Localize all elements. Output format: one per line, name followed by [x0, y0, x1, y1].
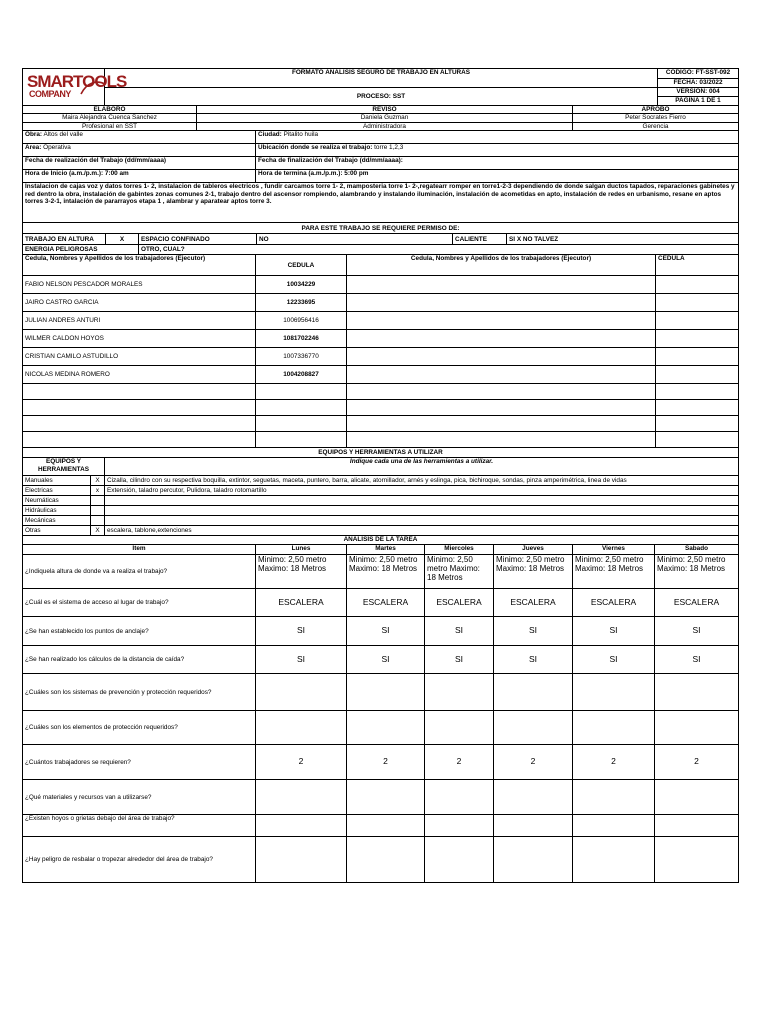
workers-col-cedula-2: CEDULA [656, 255, 739, 276]
tool-mark [91, 506, 105, 516]
fecha-inicio-field: Fecha de realización del Trabajo (dd/mm/aaaa) [23, 157, 256, 170]
elaboro-name: Maira Alejandra Cuenca Sanchez [23, 114, 197, 122]
analysis-col-day: Viernes [573, 545, 655, 555]
worker-name-2 [347, 294, 656, 312]
reviso-role: Administradora [197, 122, 573, 130]
worker-id [256, 432, 347, 448]
worker-row [23, 366, 739, 384]
worker-name: WILMER CALDON HOYOS [23, 330, 256, 348]
analysis-answer: ESCALERA [655, 589, 739, 617]
analysis-row [23, 837, 739, 883]
analysis-answer: 2 [425, 745, 494, 780]
analysis-col-day: Sabado [655, 545, 739, 555]
permits-heading: PARA ESTE TRABAJO SE REQUIERE PERMISO DE: [23, 223, 739, 234]
analysis-answer: Minimo: 2,50 metro Maximo: 18 Metros [256, 555, 347, 589]
worker-row [23, 312, 739, 330]
worker-row [23, 416, 739, 432]
worker-id: 1004208827 [256, 366, 347, 384]
analysis-answer: SI [347, 617, 425, 646]
analysis-answer [425, 711, 494, 745]
analysis-answer: SI [655, 646, 739, 674]
worker-id-2 [656, 330, 739, 348]
analysis-answer [655, 780, 739, 815]
analysis-row [23, 555, 739, 589]
worker-id [256, 400, 347, 416]
analysis-question: ¿Qué materiales y recursos van a utilizarse? [23, 780, 256, 815]
analysis-answer [425, 780, 494, 815]
worker-id: 12233695 [256, 294, 347, 312]
tool-type: Neumáticas [23, 496, 91, 506]
tools-table [22, 447, 739, 536]
analysis-answer: SI [425, 617, 494, 646]
analysis-answer: SI [256, 617, 347, 646]
analysis-heading: ANALISIS DE LA TAREA [23, 536, 739, 545]
tool-type: Electricas [23, 486, 91, 496]
worker-name [23, 432, 256, 448]
analysis-answer [347, 780, 425, 815]
tool-mark: X [91, 476, 105, 486]
analysis-answer: ESCALERA [256, 589, 347, 617]
analysis-row [23, 815, 739, 837]
worker-id-2 [656, 276, 739, 294]
tool-mark [91, 496, 105, 506]
tool-description [105, 516, 739, 526]
tool-type: Mecánicas [23, 516, 91, 526]
job-info-table [22, 130, 739, 223]
worker-row [23, 348, 739, 366]
analysis-answer: Minimo: 2,50 metro Maximo: 18 Metros [655, 555, 739, 589]
tool-mark [91, 516, 105, 526]
analysis-answer [494, 837, 573, 883]
analysis-col-day: Miercoles [425, 545, 494, 555]
worker-row [23, 400, 739, 416]
header-table [22, 68, 739, 106]
process-label: PROCESO: SST [105, 88, 658, 106]
analysis-answer: SI [655, 617, 739, 646]
permit-confinado-label: ESPACIO CONFINADO [139, 234, 257, 245]
analysis-answer: SI [494, 646, 573, 674]
form-version: VERSION: 004 [658, 88, 739, 97]
form-title: FORMATO ANALISIS SEGURO DE TRABAJO EN ALTURAS [105, 69, 658, 88]
tool-type: Otras [23, 526, 91, 536]
worker-name-2 [347, 330, 656, 348]
worker-name-2 [347, 348, 656, 366]
workers-col-names: Cedula, Nombres y Apellidos de los trabajadores (Ejecutor) [23, 255, 256, 276]
analysis-answer: 2 [347, 745, 425, 780]
tool-mark: x [91, 486, 105, 496]
analysis-col-item: Item [23, 545, 256, 555]
analysis-answer [425, 815, 494, 837]
analysis-question: ¿Cuántos trabajadores se requieren? [23, 745, 256, 780]
analysis-answer: Minimo: 2,50 metro Maximo: 18 Metros [494, 555, 573, 589]
form-date: FECHA: 03/2022 [658, 79, 739, 88]
hora-fin-field: Hora de termina (a.m./p.m.): 5:00 pm [256, 170, 739, 183]
analysis-answer [425, 674, 494, 711]
tool-row [23, 506, 739, 516]
analysis-answer [256, 780, 347, 815]
workers-col-cedula: CEDULA [256, 255, 347, 276]
aprobo-label: APROBO [573, 106, 739, 114]
tool-description: Extensión, taladro percutor, Pulidora, taladro rotomartillo [105, 486, 739, 496]
worker-name: FABIO NELSON PESCADOR MORALES [23, 276, 256, 294]
worker-name-2 [347, 312, 656, 330]
analysis-answer: ESCALERA [347, 589, 425, 617]
workers-col-names-2: Cedula, Nombres y Apellidos de los trabajadores (Ejecutor) [347, 255, 656, 276]
analysis-answer: SI [347, 646, 425, 674]
analysis-row [23, 674, 739, 711]
worker-name-2 [347, 276, 656, 294]
worker-id-2 [656, 432, 739, 448]
analysis-answer [573, 837, 655, 883]
worker-name-2 [347, 432, 656, 448]
analysis-answer [256, 711, 347, 745]
worker-name: JAIRO CASTRO GARCIA [23, 294, 256, 312]
tool-row [23, 516, 739, 526]
analysis-answer [256, 837, 347, 883]
worker-id [256, 416, 347, 432]
analysis-answer [494, 711, 573, 745]
permit-caliente-value: SI X NO TALVEZ [507, 234, 739, 245]
analysis-answer [655, 837, 739, 883]
worker-id: 1081702246 [256, 330, 347, 348]
analysis-answer [494, 780, 573, 815]
reviso-label: REVISO [197, 106, 573, 114]
worker-name-2 [347, 366, 656, 384]
analysis-answer [573, 711, 655, 745]
hora-inicio-field: Hora de Inicio (a.m./p.m.): 7:00 am [23, 170, 256, 183]
analysis-answer: 2 [256, 745, 347, 780]
ubicacion-field: Ubicación donde se realiza el trabajo: torre 1,2,3 [256, 144, 739, 157]
worker-id-2 [656, 294, 739, 312]
tools-col-label: EQUIPOS Y HERRAMIENTAS [23, 458, 105, 476]
analysis-question: ¿Hay peligro de resbalar o tropezar alrededor del área de trabajo? [23, 837, 256, 883]
analysis-answer: SI [256, 646, 347, 674]
analysis-answer: 2 [573, 745, 655, 780]
analysis-answer: 2 [655, 745, 739, 780]
analysis-answer [256, 674, 347, 711]
analysis-answer: Minimo: 2,50 metro Maximo: 18 Metros [573, 555, 655, 589]
permit-caliente-label: CALIENTE [453, 234, 507, 245]
area-field: Area: Operativa [23, 144, 256, 157]
aprobo-name: Peter Socrates Fierro [573, 114, 739, 122]
worker-id-2 [656, 384, 739, 400]
analysis-answer [655, 815, 739, 837]
worker-id-2 [656, 312, 739, 330]
analysis-question: ¿Cuáles son los elementos de protección requeridos? [23, 711, 256, 745]
analysis-answer [256, 815, 347, 837]
analysis-answer [347, 674, 425, 711]
tool-description [105, 506, 739, 516]
worker-name [23, 400, 256, 416]
tool-row [23, 476, 739, 486]
obra-field: Obra: Altos del valle [23, 131, 256, 144]
analysis-answer [494, 815, 573, 837]
worker-id-2 [656, 366, 739, 384]
permit-energia-label: ENERGIA PELIGROSAS [23, 245, 139, 255]
tools-instruction: Indique cada una de las herramientas a utilizar. [105, 458, 739, 476]
tool-row [23, 526, 739, 536]
worker-row [23, 384, 739, 400]
worker-row [23, 294, 739, 312]
analysis-answer: SI [573, 617, 655, 646]
worker-row [23, 330, 739, 348]
analysis-row [23, 589, 739, 617]
worker-name: CRISTIAN CAMILO ASTUDILLO [23, 348, 256, 366]
elaboro-label: ELABORO [23, 106, 197, 114]
analysis-answer [655, 674, 739, 711]
worker-id-2 [656, 416, 739, 432]
reviso-name: Daniela Guzman [197, 114, 573, 122]
worker-id: 1007336770 [256, 348, 347, 366]
analysis-question: ¿Se han establecido los puntos de anclaje? [23, 617, 256, 646]
elaboro-role: Profesional en SST [23, 122, 197, 130]
analysis-question: ¿Se han realizado los cálculos de la distancia de caída? [23, 646, 256, 674]
analysis-answer [573, 674, 655, 711]
worker-row [23, 276, 739, 294]
approvals-table [22, 105, 739, 131]
analysis-col-day: Lunes [256, 545, 347, 555]
form-code: CODIGO: FT-SST-092 [658, 69, 739, 79]
tool-type: Hidráulicas [23, 506, 91, 516]
analysis-row [23, 780, 739, 815]
analysis-answer: ESCALERA [573, 589, 655, 617]
worker-name [23, 384, 256, 400]
job-description: Instalacion de cajas voz y datos torres 1- 2, instalacion de tableros electricos , fundir carcamos torre 1- 2, mamposteria torre 1- 2-,regatearr romper en torre1-2-3 dependiendo de donde salgan ductos tapados, reparaciones gabinetes y red dentro la obra, instalación de gabintes zonas comunes 2-1, trabajo dentro del ascensor rompiendo, alambrando y instalando iluminación, instalación de acometidas en apto, instalación de redes en urbanismo, resane en aptos torres 3-2-1, intalación de pararrayos etapa 1 , alambrar y aparatear aptos torre 3. [23, 183, 739, 223]
analysis-answer [347, 837, 425, 883]
analysis-answer: 2 [494, 745, 573, 780]
analysis-answer [347, 711, 425, 745]
analysis-question: ¿Indiquela altura de donde va a realiza el trabajo? [23, 555, 256, 589]
analysis-answer [425, 837, 494, 883]
company-logo: SMARTOOLS COMPANY [23, 69, 105, 106]
permit-confinado-value: NO [257, 234, 453, 245]
analysis-answer [573, 815, 655, 837]
form-page: PAGINA 1 DE 1 [658, 97, 739, 106]
permit-altura-label: TRABAJO EN ALTURA [23, 234, 106, 245]
worker-id-2 [656, 348, 739, 366]
analysis-table [22, 535, 739, 883]
analysis-answer [655, 711, 739, 745]
fecha-fin-field: Fecha de finalización del Trabajo (dd/mm/aaaa): [256, 157, 739, 170]
worker-id-2 [656, 400, 739, 416]
ciudad-field: Ciudad: Pitalito huila [256, 131, 739, 144]
analysis-row [23, 711, 739, 745]
worker-id: 10034229 [256, 276, 347, 294]
worker-name [23, 416, 256, 432]
analysis-col-day: Jueves [494, 545, 573, 555]
tools-heading: EQUIPOS Y HERRAMIENTAS A UTILIZAR [23, 448, 739, 458]
permits-table [22, 222, 739, 255]
analysis-answer [573, 780, 655, 815]
analysis-answer [494, 674, 573, 711]
worker-id [256, 384, 347, 400]
worker-name-2 [347, 384, 656, 400]
analysis-row [23, 646, 739, 674]
workers-table [22, 254, 739, 448]
analysis-answer: Minimo: 2,50 metro Maximo: 18 Metros [347, 555, 425, 589]
analysis-answer: ESCALERA [494, 589, 573, 617]
analysis-answer: SI [494, 617, 573, 646]
worker-name-2 [347, 400, 656, 416]
analysis-row [23, 617, 739, 646]
tool-row [23, 486, 739, 496]
tool-description: Cizalla, cilindro con su respectiva boquilla, extintor, seguetas, maceta, puntero, barra, alicate, atornillador, arnés y eslinga, pica, bichiroque, sondas, pinza amperimétrica, linea de vidas [105, 476, 739, 486]
analysis-answer: SI [425, 646, 494, 674]
worker-row [23, 432, 739, 448]
tool-row [23, 496, 739, 506]
analysis-col-day: Martes [347, 545, 425, 555]
analysis-question: ¿Cuál es el sistema de acceso al lugar de trabajo? [23, 589, 256, 617]
worker-name-2 [347, 416, 656, 432]
tool-description [105, 496, 739, 506]
permit-otro-label: OTRO, CUAL? [139, 245, 739, 255]
permit-altura-mark: X [106, 234, 139, 245]
aprobo-role: Gerencia [573, 122, 739, 130]
logo-swoosh-icon [79, 78, 107, 98]
analysis-answer: SI [573, 646, 655, 674]
analysis-answer: Minimo: 2,50 metro Maximo: 18 Metros [425, 555, 494, 589]
analysis-answer [347, 815, 425, 837]
worker-name: NICOLAS MEDINA ROMERO [23, 366, 256, 384]
tool-description: escalera, tablone,extenciones [105, 526, 739, 536]
worker-id: 1006956416 [256, 312, 347, 330]
tool-type: Manuales [23, 476, 91, 486]
analysis-question: ¿Cuáles son los sistemas de prevención y protección requeridos? [23, 674, 256, 711]
analysis-question: ¿Existen hoyos o grietas debajo del área de trabajo? [23, 815, 256, 837]
worker-name: JULIAN ANDRES ANTURI [23, 312, 256, 330]
analysis-row [23, 745, 739, 780]
analysis-answer: ESCALERA [425, 589, 494, 617]
tool-mark: X [91, 526, 105, 536]
form-sheet [22, 68, 738, 883]
